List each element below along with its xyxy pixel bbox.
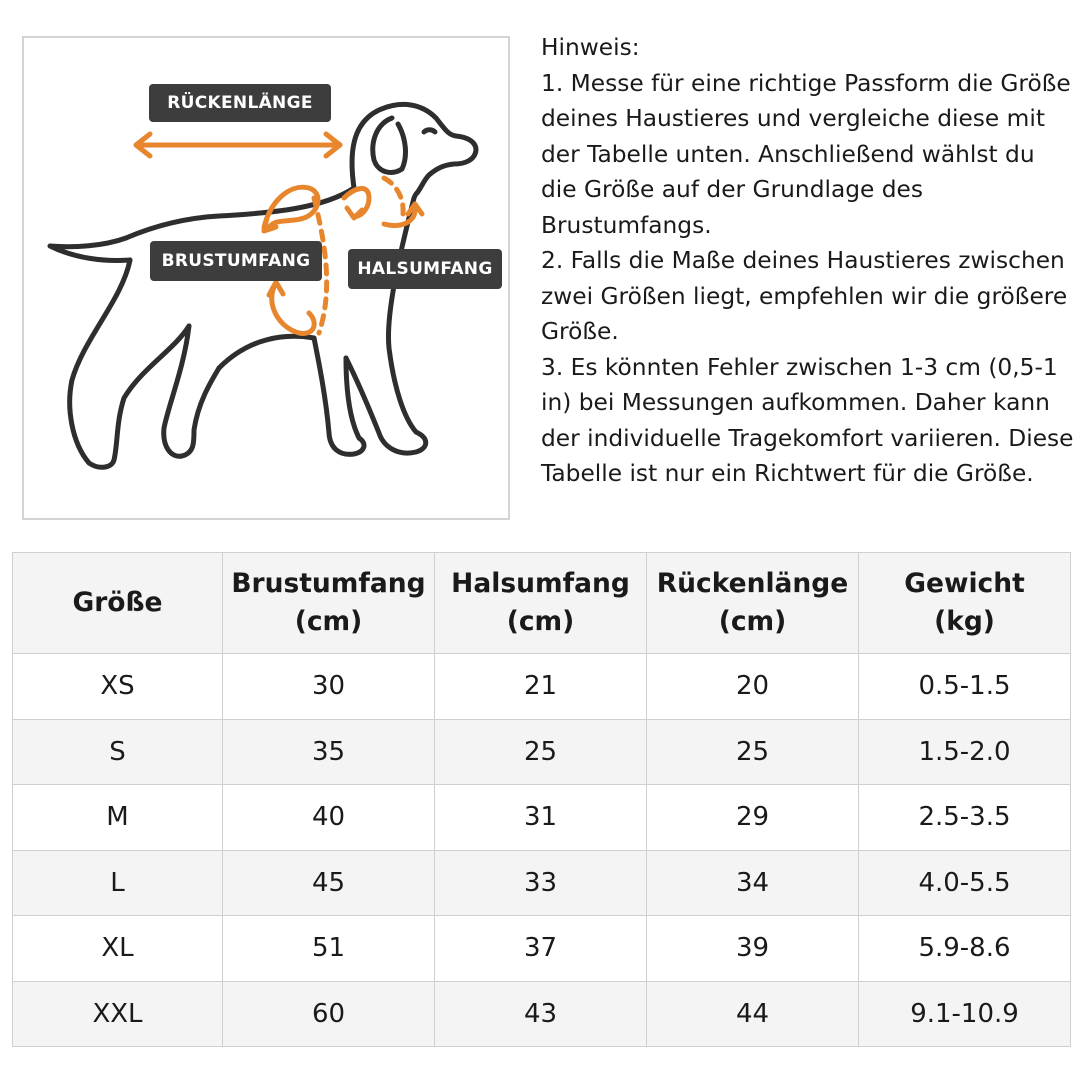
cell-neck: 31: [435, 785, 647, 851]
hint-title: Hinweis:: [541, 34, 640, 61]
measurement-diagram: [22, 36, 510, 520]
cell-neck: 33: [435, 850, 647, 916]
cell-chest: 30: [223, 654, 435, 720]
cell-back-length: 25: [647, 719, 859, 785]
cell-weight: 4.0-5.5: [859, 850, 1071, 916]
header-chest: Brustumfang (cm): [223, 553, 435, 654]
hint-text: [541, 30, 1077, 492]
size-table: [12, 552, 1070, 1047]
table-row: [13, 916, 1071, 982]
cell-chest: 51: [223, 916, 435, 982]
cell-neck: 21: [435, 654, 647, 720]
chest-label: BRUSTUMFANG: [150, 241, 322, 281]
cell-back-length: 39: [647, 916, 859, 982]
cell-size: XXL: [13, 981, 223, 1047]
cell-weight: 9.1-10.9: [859, 981, 1071, 1047]
hint-item-1: 1. Messe für eine richtige Passform die Größe deines Haustieres und vergleiche diese mit der Tabelle unten. Anschließend wählst du die Größe auf der Grundlage des Brustumfangs.: [541, 69, 1071, 239]
cell-size: S: [13, 719, 223, 785]
hint-item-2: 2. Falls die Maße deines Haustieres zwischen zwei Größen liegt, empfehlen wir die größere Größe.: [541, 247, 1068, 345]
cell-neck: 25: [435, 719, 647, 785]
cell-back-length: 29: [647, 785, 859, 851]
table-header-row: [13, 553, 1071, 654]
table-row: [13, 850, 1071, 916]
cell-chest: 60: [223, 981, 435, 1047]
header-back-length: Rückenlänge (cm): [647, 553, 859, 654]
cell-weight: 1.5-2.0: [859, 719, 1071, 785]
back-length-label: RÜCKENLÄNGE: [149, 84, 331, 122]
cell-size: XL: [13, 916, 223, 982]
cell-back-length: 20: [647, 654, 859, 720]
header-size: Größe: [13, 553, 223, 654]
table-row: [13, 654, 1071, 720]
hint-item-3: 3. Es könnten Fehler zwischen 1-3 cm (0,5-1 in) bei Messungen aufkommen. Daher kann der individuelle Tragekomfort variieren. Diese Tabelle ist nur ein Richtwert für die Größe.: [541, 353, 1074, 487]
neck-label: HALSUMFANG: [348, 249, 502, 289]
cell-weight: 2.5-3.5: [859, 785, 1071, 851]
cell-chest: 45: [223, 850, 435, 916]
table-row: [13, 981, 1071, 1047]
header-weight: Gewicht (kg): [859, 553, 1071, 654]
table-row: [13, 719, 1071, 785]
cell-neck: 43: [435, 981, 647, 1047]
cell-chest: 40: [223, 785, 435, 851]
table-row: [13, 785, 1071, 851]
cell-back-length: 44: [647, 981, 859, 1047]
cell-weight: 5.9-8.6: [859, 916, 1071, 982]
cell-chest: 35: [223, 719, 435, 785]
header-neck: Halsumfang (cm): [435, 553, 647, 654]
back-length-arrow: [136, 134, 340, 156]
cell-size: L: [13, 850, 223, 916]
cell-back-length: 34: [647, 850, 859, 916]
cell-size: M: [13, 785, 223, 851]
cell-weight: 0.5-1.5: [859, 654, 1071, 720]
cell-size: XS: [13, 654, 223, 720]
cell-neck: 37: [435, 916, 647, 982]
